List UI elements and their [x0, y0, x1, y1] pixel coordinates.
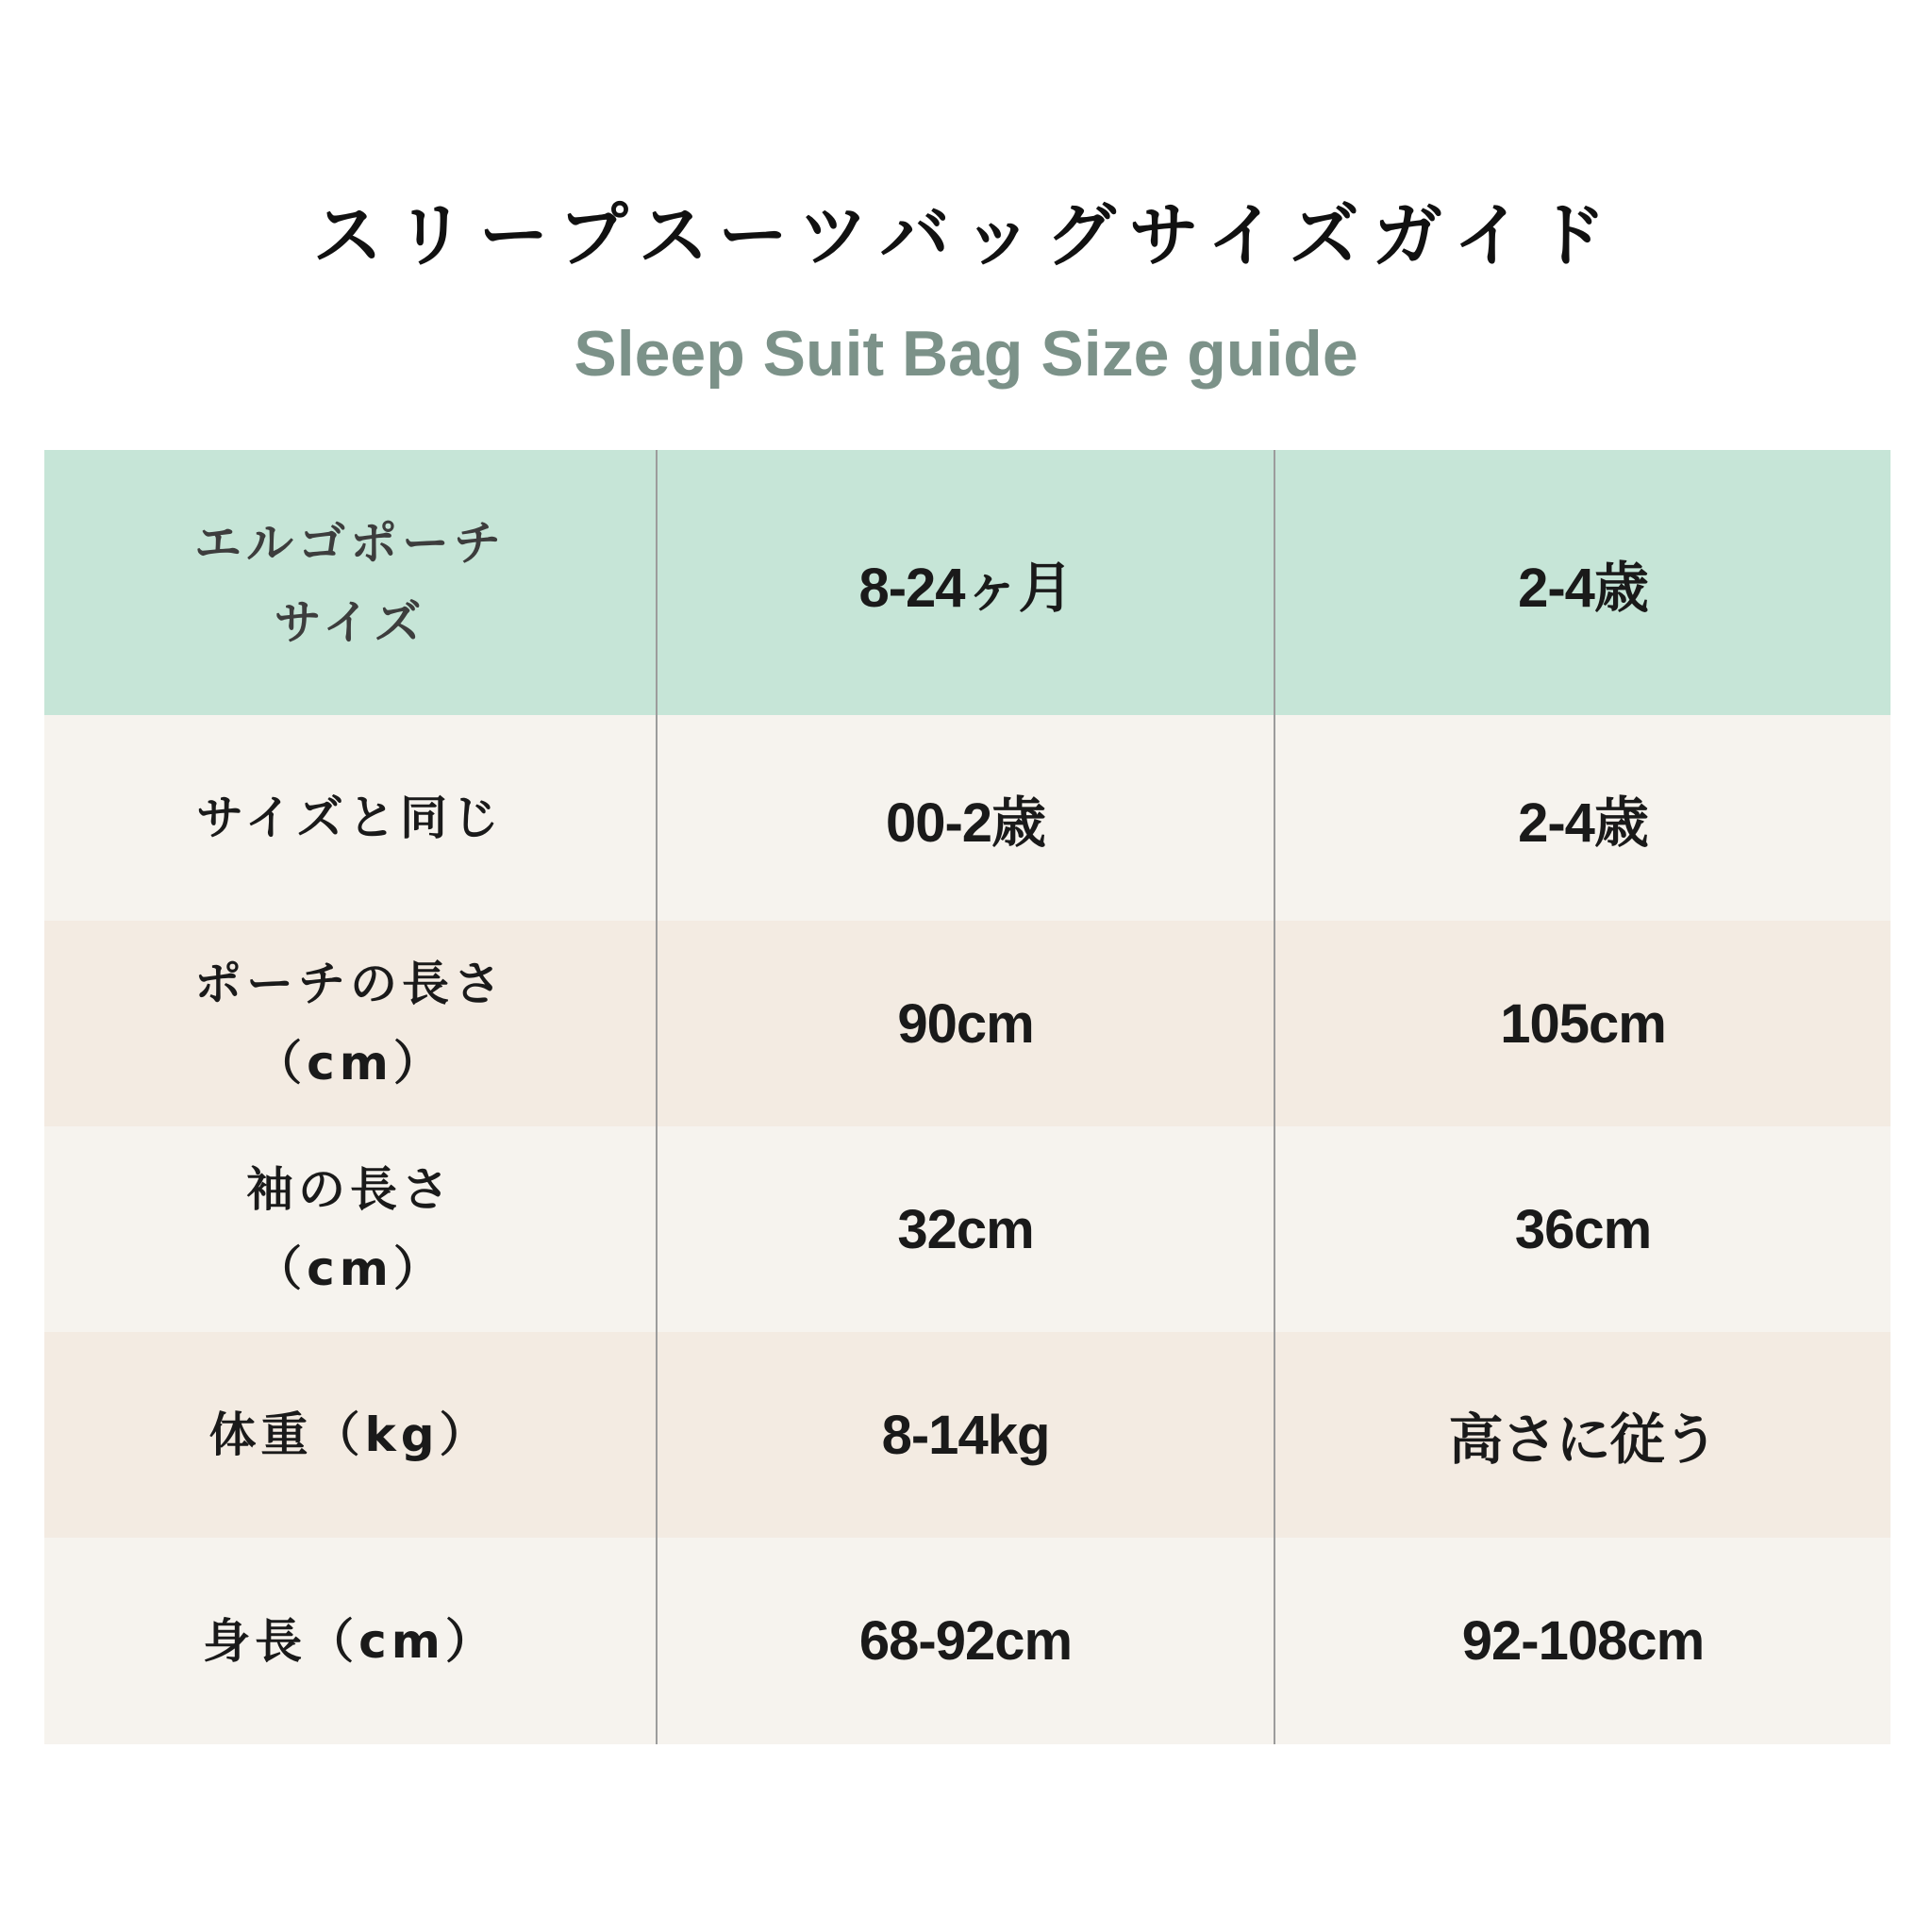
table-header-row — [44, 450, 1890, 715]
header-cell-size — [44, 450, 657, 715]
row-label-weight: 体重（kg） — [44, 1332, 657, 1538]
header-label-line: エルゴポーチ サイズ — [194, 515, 506, 650]
table-row — [44, 1538, 1890, 1744]
table-row — [44, 715, 1890, 921]
table-row — [44, 1332, 1890, 1538]
table-cell: 36cm — [1274, 1126, 1890, 1332]
table-cell: 2-4歳 — [1274, 715, 1890, 921]
row-label-sleeve-length: 袖の長さ （cm） — [44, 1126, 657, 1332]
row-label-pouch-length: ポーチの長さ （cm） — [44, 921, 657, 1126]
table-cell: 92-108cm — [1274, 1538, 1890, 1744]
page-subtitle: Sleep Suit Bag Size guide — [574, 318, 1358, 390]
table-cell: 90cm — [657, 921, 1274, 1126]
table-cell: 00-2歳 — [657, 715, 1274, 921]
table-row — [44, 921, 1890, 1126]
row-label-same-size: サイズと同じ — [44, 715, 657, 921]
table-cell: 32cm — [657, 1126, 1274, 1332]
table-row — [44, 1126, 1890, 1332]
page-title: スリープスーツバッグサイズガイド — [312, 195, 1620, 276]
row-label-height: 身長（cm） — [44, 1538, 657, 1744]
header-cell-age-2: 2-4歳 — [1274, 450, 1890, 715]
size-table — [44, 450, 1890, 1744]
table-cell: 68-92cm — [657, 1538, 1274, 1744]
header-cell-age-1: 8-24ヶ月 — [657, 450, 1274, 715]
table-cell: 高さに従う — [1274, 1332, 1890, 1538]
table-cell: 105cm — [1274, 921, 1890, 1126]
table-cell: 8-14kg — [657, 1332, 1274, 1538]
